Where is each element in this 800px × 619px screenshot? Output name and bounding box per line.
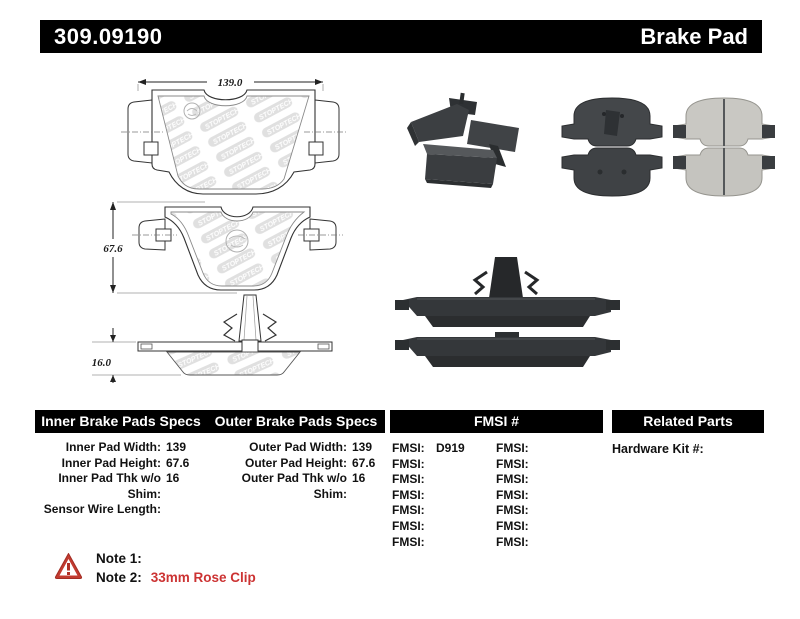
spec-row: Sensor Wire Length: — [43, 502, 161, 516]
drawing-front-view — [108, 72, 363, 204]
fmsi-row: FMSI: — [496, 456, 529, 471]
fmsi-header: FMSI # — [390, 410, 603, 433]
drawing-back-view — [55, 193, 355, 298]
part-number: 309.09190 — [54, 23, 163, 49]
related-parts-header: Related Parts — [612, 410, 764, 433]
dim-width: 139.0 — [217, 77, 243, 89]
fmsi-column-2 — [496, 441, 540, 550]
inner-specs-column — [35, 440, 207, 518]
fmsi-row: FMSI: — [392, 487, 425, 502]
inner-specs-header: Inner Brake Pads Specs — [35, 410, 207, 433]
spec-row: Outer Pad Width: 139 — [249, 440, 373, 454]
fmsi-row: FMSI: — [392, 456, 425, 471]
fmsi-row: FMSI: — [496, 503, 529, 518]
fmsi-row: FMSI: — [392, 534, 425, 549]
note-1 — [96, 549, 256, 568]
notes-block — [96, 549, 256, 587]
spec-row: Outer Pad Thk w/o Shim: 16 — [241, 471, 366, 501]
spec-row: Inner Pad Thk w/o Shim: 16 — [58, 471, 180, 501]
fmsi-column-1 — [392, 441, 465, 550]
fmsi-row: FMSI: — [392, 503, 425, 518]
spec-row: Inner Pad Width: 139 — [65, 440, 187, 454]
note-2-text: 33mm Rose Clip — [150, 570, 256, 585]
fmsi-row: FMSI: — [496, 472, 529, 487]
product-photo-pad-edge — [395, 242, 620, 367]
note-1-label: Note 1: — [96, 551, 142, 566]
fmsi-row: FMSI: — [392, 518, 425, 533]
outer-specs-column — [207, 440, 385, 502]
fmsi-row: FMSI: — [496, 487, 529, 502]
product-name: Brake Pad — [640, 23, 748, 49]
title-bar — [40, 20, 762, 53]
outer-specs-header: Outer Brake Pads Specs — [207, 410, 385, 433]
fmsi-row: FMSI: — [392, 472, 425, 487]
warning-icon — [54, 552, 83, 580]
drawing-side-view — [78, 288, 368, 384]
related-parts-column — [612, 442, 709, 458]
note-2-label: Note 2: — [96, 570, 142, 585]
fmsi-row: FMSI: — [496, 534, 529, 549]
product-photo-pad-set — [556, 92, 780, 197]
fmsi-row: FMSI: D919 — [392, 441, 465, 455]
note-2 — [96, 568, 256, 587]
fmsi-row: FMSI: — [496, 441, 529, 455]
related-row: Hardware Kit #: — [612, 442, 704, 456]
fmsi-row: FMSI: — [496, 518, 529, 533]
product-photo-hardware — [405, 92, 527, 192]
dim-thickness: 16.0 — [91, 357, 111, 369]
spec-row: Outer Pad Height: 67.6 — [244, 455, 376, 470]
spec-row: Inner Pad Height: 67.6 — [61, 455, 190, 470]
dim-height: 67.6 — [103, 243, 123, 255]
